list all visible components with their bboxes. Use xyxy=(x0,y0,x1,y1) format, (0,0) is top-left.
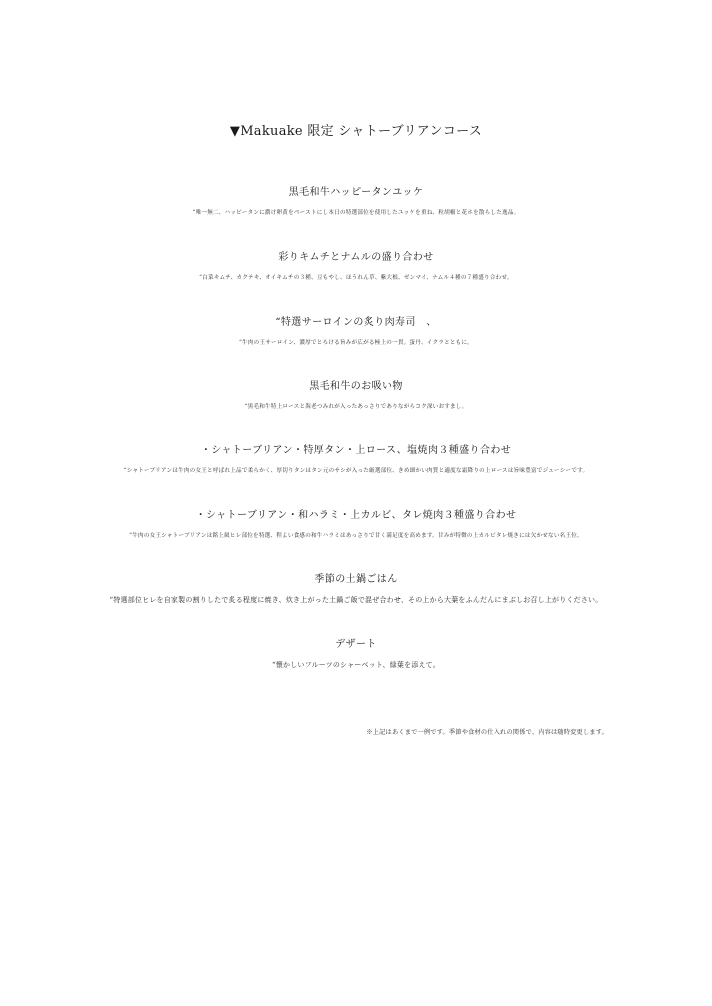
page-title: ▼Makuake 限定 シャトーブリアンコース xyxy=(229,124,483,139)
course-item xyxy=(0,509,712,541)
course-description: “懐かしいフルーツのシャーベット、緑葉を添えて。 xyxy=(272,661,440,669)
course-name: 黒毛和牛ハッピータンユッケ xyxy=(288,187,424,198)
course-name: 黒毛和牛のお吸い物 xyxy=(309,381,403,392)
course-item xyxy=(0,573,712,605)
footnote: ※上記はあくまで一例です。季節や食材の仕入れの関係で、内容は随時変更します。 xyxy=(366,729,608,736)
course-item xyxy=(0,316,712,348)
course-description: “唯一無二、ハッピータンに濃け卵黄をペーストにし本日の特選部位を使用したユッケを重ね、粒胡椒と花ホを散らした逸品。 xyxy=(192,210,520,216)
course-description: “特選部位ヒレを自家製の割りしたで炙る程度に焼き、炊き上がった土鍋ご飯で混ぜ合わせ、その上から大葉をふんだんにまぶしお召し上がりください。 xyxy=(109,596,603,604)
course-description: “牛肉の女王シャトーブリアンは銘上級ヒレ部位を特選、程よい食感の和牛ハラミはあっさりで甘く満足度を高めます。甘みが特徴の上カルビタレ焼きには欠かせない名王位。 xyxy=(129,533,583,539)
course-name: 彩りキムチとナムルの盛り合わせ xyxy=(278,252,434,263)
course-name: ・シャトーブリアン・特厚タン・上ロース、塩焼肉３種盛り合わせ xyxy=(200,445,512,456)
course-name: “特選サーロインの炙り肉寿司 、 xyxy=(275,317,437,328)
course-name: 季節の土鍋ごはん xyxy=(314,574,398,585)
course-item xyxy=(0,638,712,670)
course-description: “シャトーブリアンは牛肉の女王と呼ばれ上品で柔らかく、厚切りタンはタン元のサシが入った厳選部位、きめ細かい肉質と適度な霜降りの上ロースは旨味豊富でジューシーです。 xyxy=(123,468,589,474)
course-item xyxy=(0,251,712,283)
course-description: “黒毛和牛特上ロースと海老つみれが入ったあっさりでありながらコク深いおすまし。 xyxy=(244,404,468,410)
course-item xyxy=(0,186,712,218)
course-item xyxy=(0,444,712,476)
course-name: デザート xyxy=(335,639,377,650)
course-description: “牛肉の王サーロイン、濃厚でとろける旨みが広がる極上の一貫。蛋丹、イクラとともに。 xyxy=(238,340,474,346)
course-item xyxy=(0,380,712,412)
course-name: ・シャトーブリアン・和ハラミ・上カルビ、タレ焼肉３種盛り合わせ xyxy=(195,510,517,521)
course-description: “白菜キムチ、カクテキ、オイキムチの３種、豆もやし、ほうれん草、紫大根、ゼンマイ、ナムル４種の７種盛り合わせ。 xyxy=(199,275,513,281)
